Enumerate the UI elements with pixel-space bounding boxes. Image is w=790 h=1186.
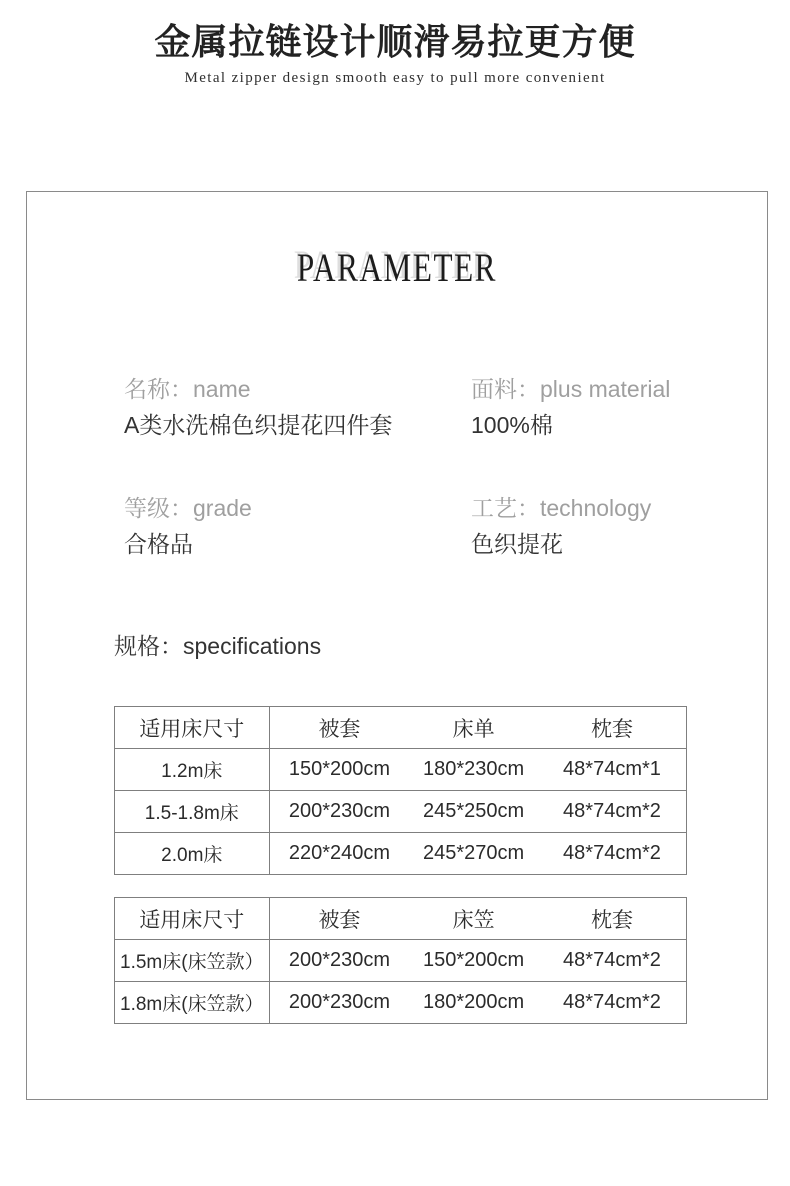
- table-cell: 245*250cm: [409, 791, 538, 833]
- parameter-heading: PARAMETER: [296, 245, 498, 291]
- column-header: 枕套: [538, 898, 687, 940]
- table-cell: 48*74cm*2: [538, 940, 687, 982]
- table-cell: 150*200cm: [409, 940, 538, 982]
- page-subtitle: Metal zipper design smooth easy to pull more convenient: [184, 70, 606, 87]
- column-header: 适用床尺寸: [115, 898, 270, 940]
- field-material-label: 面料：plus material: [471, 376, 671, 403]
- table-cell: 48*74cm*2: [538, 982, 687, 1024]
- field-material: [471, 374, 767, 441]
- column-header: 被套: [269, 707, 409, 749]
- column-header: 被套: [269, 898, 409, 940]
- spec-table-flat-sheet: [114, 706, 687, 875]
- table-cell: 180*200cm: [409, 982, 538, 1024]
- table-cell: 180*230cm: [409, 749, 538, 791]
- table-cell: 48*74cm*2: [538, 791, 687, 833]
- table-cell: 1.2m床: [115, 749, 270, 791]
- table-cell: 2.0m床: [115, 833, 270, 875]
- page-header: [0, 0, 790, 87]
- parameter-panel: [26, 191, 768, 1100]
- field-material-value: 100%棉: [471, 412, 553, 439]
- table-header-row: [115, 707, 687, 749]
- field-grade-label: 等级：grade: [124, 495, 252, 522]
- table-cell: 200*230cm: [269, 982, 409, 1024]
- page-title: 金属拉链设计顺滑易拉更方便: [154, 21, 636, 62]
- table-row: [115, 940, 687, 982]
- spec-table-fitted-sheet: [114, 897, 687, 1024]
- table-header-row: [115, 898, 687, 940]
- table-cell: 245*270cm: [409, 833, 538, 875]
- field-grade-value: 合格品: [124, 531, 193, 558]
- column-header: 床笠: [409, 898, 538, 940]
- table-cell: 220*240cm: [269, 833, 409, 875]
- field-name-value: A类水洗棉色织提花四件套: [124, 412, 393, 439]
- column-header: 床单: [409, 707, 538, 749]
- table-cell: 200*230cm: [269, 940, 409, 982]
- table-cell: 1.5-1.8m床: [115, 791, 270, 833]
- fields-grid: [124, 374, 767, 560]
- field-name: [124, 374, 471, 441]
- table-cell: 200*230cm: [269, 791, 409, 833]
- column-header: 枕套: [538, 707, 687, 749]
- table-row: [115, 791, 687, 833]
- table-cell: 150*200cm: [269, 749, 409, 791]
- table-row: [115, 982, 687, 1024]
- table-row: [115, 749, 687, 791]
- spec-heading: 规格：specifications: [114, 633, 322, 660]
- field-technology-label: 工艺：technology: [471, 495, 652, 522]
- table-cell: 1.5m床(床笠款）: [115, 940, 270, 982]
- table-cell: 48*74cm*1: [538, 749, 687, 791]
- field-technology: [471, 493, 767, 560]
- table-row: [115, 833, 687, 875]
- field-grade: [124, 493, 471, 560]
- field-technology-value: 色织提花: [471, 531, 563, 558]
- field-name-label: 名称：name: [124, 376, 251, 403]
- table-cell: 1.8m床(床笠款）: [115, 982, 270, 1024]
- table-cell: 48*74cm*2: [538, 833, 687, 875]
- column-header: 适用床尺寸: [115, 707, 270, 749]
